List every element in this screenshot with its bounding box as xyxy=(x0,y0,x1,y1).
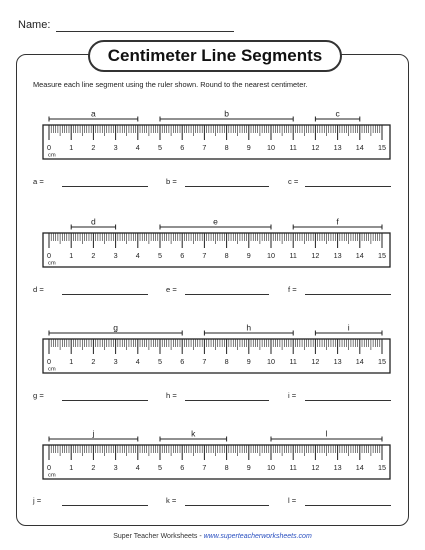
segment-label: d xyxy=(91,216,96,227)
ruler-number: 10 xyxy=(267,357,275,366)
ruler-number: 15 xyxy=(378,463,386,472)
ruler-number: 7 xyxy=(202,463,207,472)
ruler-number: 13 xyxy=(333,357,342,366)
ruler-number: 1 xyxy=(69,357,74,366)
ruler-number: 2 xyxy=(91,143,96,152)
worksheet-title: Centimeter Line Segments xyxy=(88,40,342,72)
ruler-number: 14 xyxy=(355,463,364,472)
segment-label: j xyxy=(92,428,95,439)
ruler-number: 11 xyxy=(289,143,297,152)
ruler-number: 3 xyxy=(113,143,118,152)
ruler-number: 11 xyxy=(289,251,297,260)
ruler-number: 4 xyxy=(135,463,140,472)
ruler-number: 10 xyxy=(267,463,275,472)
ruler-number: 3 xyxy=(113,463,118,472)
footer-brand: Super Teacher Worksheets - xyxy=(113,533,204,540)
ruler-unit: cm xyxy=(48,366,56,373)
ruler-number: 7 xyxy=(202,143,207,152)
answer-blank[interactable] xyxy=(305,186,391,187)
answer-label: g = xyxy=(33,391,44,400)
ruler-number: 1 xyxy=(69,251,74,260)
answer-label: j = xyxy=(33,496,42,505)
ruler-number: 5 xyxy=(158,357,162,366)
ruler-number: 13 xyxy=(333,251,342,260)
ruler-number: 4 xyxy=(135,251,140,260)
ruler-number: 13 xyxy=(333,143,342,152)
ruler-number: 6 xyxy=(180,143,185,152)
answer-blank[interactable] xyxy=(305,294,391,295)
ruler-number: 10 xyxy=(267,251,275,260)
ruler-number: 8 xyxy=(224,357,229,366)
ruler-number: 13 xyxy=(333,463,342,472)
answer-blank[interactable] xyxy=(185,186,269,187)
ruler-number: 11 xyxy=(289,463,297,472)
ruler-number: 6 xyxy=(180,463,185,472)
ruler-number: 2 xyxy=(91,463,96,472)
ruler-number: 1 xyxy=(69,143,74,152)
ruler-number: 4 xyxy=(135,143,140,152)
ruler-number: 7 xyxy=(202,251,207,260)
answer-label: l = xyxy=(288,496,297,505)
answer-label: f = xyxy=(288,285,297,294)
ruler-number: 7 xyxy=(202,357,207,366)
answer-blank[interactable] xyxy=(305,505,391,506)
answer-label: a = xyxy=(33,177,44,186)
answer-blank[interactable] xyxy=(185,400,269,401)
ruler-number: 12 xyxy=(311,143,320,152)
answer-blank[interactable] xyxy=(62,400,148,401)
ruler-number: 0 xyxy=(47,251,51,260)
footer xyxy=(0,533,425,540)
ruler-number: 2 xyxy=(91,357,96,366)
ruler-number: 1 xyxy=(69,463,74,472)
ruler-unit: cm xyxy=(48,472,56,479)
segment-label: a xyxy=(91,108,96,119)
ruler-number: 12 xyxy=(311,463,320,472)
ruler-number: 14 xyxy=(355,251,364,260)
answer-label: e = xyxy=(166,285,177,294)
answer-label: b = xyxy=(166,177,177,186)
ruler-number: 0 xyxy=(47,357,51,366)
ruler-number: 6 xyxy=(180,357,185,366)
answer-label: c = xyxy=(288,177,299,186)
ruler-number: 12 xyxy=(311,357,320,366)
answer-blank[interactable] xyxy=(185,294,269,295)
ruler-number: 0 xyxy=(47,463,51,472)
name-label: Name: xyxy=(18,19,51,31)
ruler-number: 14 xyxy=(355,143,364,152)
segment-label: h xyxy=(246,322,252,333)
ruler-number: 8 xyxy=(224,463,229,472)
ruler-number: 5 xyxy=(158,143,162,152)
ruler-unit: cm xyxy=(48,260,56,267)
ruler-number: 5 xyxy=(158,463,162,472)
ruler-unit: cm xyxy=(48,152,56,159)
ruler-number: 6 xyxy=(180,251,185,260)
ruler-number: 14 xyxy=(355,357,364,366)
segment-label: g xyxy=(113,322,118,333)
answer-blank[interactable] xyxy=(62,505,148,506)
ruler-number: 2 xyxy=(91,251,96,260)
segment-label: i xyxy=(347,322,350,333)
segment-label: f xyxy=(336,216,339,227)
answer-blank[interactable] xyxy=(62,186,148,187)
ruler-number: 9 xyxy=(246,463,251,472)
instructions: Measure each line segment using the ruler shown. Round to the nearest centimeter. xyxy=(33,80,308,89)
ruler-number: 5 xyxy=(158,251,162,260)
answer-label: h = xyxy=(166,391,177,400)
ruler-number: 15 xyxy=(378,143,386,152)
segment-label: b xyxy=(224,108,229,119)
ruler-number: 3 xyxy=(113,251,118,260)
segment-label: l xyxy=(325,428,328,439)
ruler-number: 10 xyxy=(267,143,275,152)
answer-label: i = xyxy=(288,391,297,400)
ruler-number: 15 xyxy=(378,251,386,260)
answer-label: k = xyxy=(166,496,177,505)
footer-url[interactable]: www.superteacherworksheets.com xyxy=(203,533,312,540)
segment-label: e xyxy=(213,216,218,227)
ruler-number: 11 xyxy=(289,357,297,366)
ruler-number: 9 xyxy=(246,143,251,152)
ruler-number: 3 xyxy=(113,357,118,366)
answer-blank[interactable] xyxy=(62,294,148,295)
ruler-number: 4 xyxy=(135,357,140,366)
ruler-number: 12 xyxy=(311,251,320,260)
ruler-number: 0 xyxy=(47,143,51,152)
segment-label: c xyxy=(335,108,340,119)
ruler-number: 9 xyxy=(246,251,251,260)
answer-blank[interactable] xyxy=(185,505,269,506)
ruler-number: 8 xyxy=(224,143,229,152)
segment-label: k xyxy=(191,428,196,439)
ruler-number: 15 xyxy=(378,357,386,366)
answer-blank[interactable] xyxy=(305,400,391,401)
ruler-number: 9 xyxy=(246,357,251,366)
answer-label: d = xyxy=(33,285,44,294)
ruler-number: 8 xyxy=(224,251,229,260)
